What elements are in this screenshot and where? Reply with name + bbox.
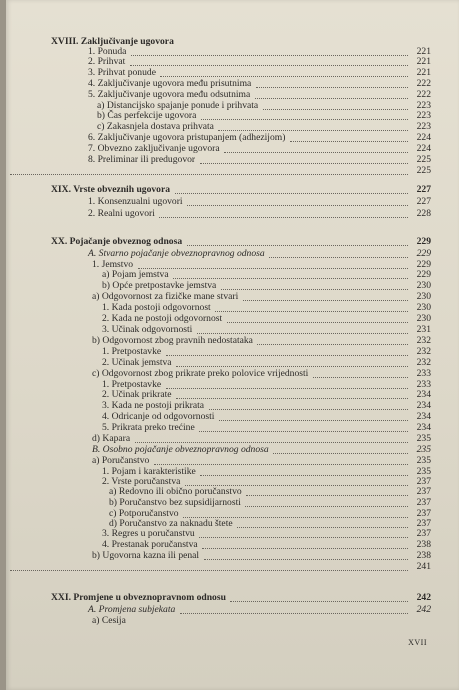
dot-leader xyxy=(218,130,408,131)
toc-entry-page: 223 xyxy=(416,100,431,111)
toc-entry-page: 224 xyxy=(416,132,431,143)
dot-leader xyxy=(176,366,408,367)
toc-entry-page: 241 xyxy=(416,561,431,572)
toc-entry-page: 238 xyxy=(416,550,431,561)
toc-entry-page: 238 xyxy=(416,539,431,550)
toc-entry-title: a) Redovno ili obično poručanstvo xyxy=(109,486,242,497)
dot-leader xyxy=(130,65,408,66)
toc-entry-page: 235 xyxy=(416,455,431,466)
dot-leader xyxy=(199,431,408,432)
dot-leader xyxy=(243,300,408,301)
dot-leader xyxy=(204,559,408,560)
toc-entry-title: 1. Pojam i karakteristike xyxy=(102,466,196,477)
toc-entry-title: b) Odgovornost zbog pravnih nedostataka xyxy=(92,335,253,346)
dot-leader xyxy=(219,420,408,421)
dot-leader xyxy=(176,398,408,399)
dot-leader xyxy=(159,217,408,218)
dot-leader xyxy=(224,152,408,153)
toc-entry-title: d) Kapara xyxy=(92,433,131,444)
toc-entry-page: 242 xyxy=(416,604,431,615)
toc-entry-page: 234 xyxy=(416,411,431,422)
toc-entry-title: 1. Ponuda xyxy=(88,46,127,57)
dot-leader xyxy=(230,601,408,602)
toc-entry-page: 237 xyxy=(416,508,431,519)
toc-entry-title: XVIII. Zaključivanje ugovora xyxy=(51,36,174,47)
toc-entry-title: 3. Regres u poručanstvu xyxy=(102,528,195,539)
toc-entry-page: 229 xyxy=(416,259,431,270)
toc-entry-title: 2. Učinak prikrate xyxy=(102,389,172,400)
dot-leader xyxy=(255,98,408,99)
dot-leader xyxy=(227,322,408,323)
toc-entry-title: 4. Zaključivanje ugovora među prisutnima xyxy=(88,78,252,89)
toc-entry-page: 229 xyxy=(416,236,431,247)
toc-entry-title: a) Poručanstvo xyxy=(92,455,150,466)
dot-leader xyxy=(273,453,408,454)
toc-entry-title: 1. Pretpostavke xyxy=(102,346,162,357)
dot-leader xyxy=(160,76,408,77)
dot-leader xyxy=(209,409,408,410)
dot-leader xyxy=(10,174,408,175)
toc-entry xyxy=(6,208,459,220)
toc-entry-title: 2. Realni ugovori xyxy=(88,208,155,219)
toc-entry-title: 2. Učinak jemstva xyxy=(102,357,172,368)
toc-entry-page: 230 xyxy=(416,313,431,324)
toc-entry-page: 229 xyxy=(416,248,431,259)
toc-entry-title: XXI. Promjene u obveznopravnom odnosu xyxy=(51,592,226,603)
toc-entry-page: 228 xyxy=(416,208,431,219)
toc-entry-page: 227 xyxy=(416,184,431,195)
dot-leader xyxy=(173,278,408,279)
toc-entry-title: 2. Vrste poručanstva xyxy=(102,476,181,487)
toc-entry xyxy=(6,196,459,208)
dot-leader xyxy=(245,506,408,507)
dot-leader xyxy=(221,289,408,290)
toc-entry xyxy=(6,561,459,573)
toc-entry-title: d) Poručanstvo za naknadu štete xyxy=(109,518,233,529)
dot-leader xyxy=(187,205,408,206)
toc-entry-page: 233 xyxy=(416,379,431,390)
toc-entry-page: 230 xyxy=(416,291,431,302)
toc-entry-title: 3. Učinak odgovornosti xyxy=(102,324,193,335)
toc-entry-page: 223 xyxy=(416,121,431,132)
toc-entry xyxy=(6,592,459,604)
toc-entry-title: c) Potporučanstvo xyxy=(109,508,179,519)
toc-entry-title: 3. Prihvat ponude xyxy=(88,67,156,78)
toc-entry-title: a) Distancijsko spajanje ponude i prihvata xyxy=(97,100,259,111)
toc-entry-title: A. Stvarno pojačanje obveznopravnog odnosa xyxy=(88,248,265,259)
toc-entry-title: 4. Odricanje od odgovornosti xyxy=(102,411,215,422)
toc-entry-page: 221 xyxy=(416,56,431,67)
toc-entry-page: 223 xyxy=(416,110,431,121)
toc-entry-page: 234 xyxy=(416,400,431,411)
toc-entry-page: 234 xyxy=(416,389,431,400)
toc-entry-page: 229 xyxy=(416,269,431,280)
toc-entry-title: a) Pojam jemstva xyxy=(102,269,169,280)
toc-entry-page: 224 xyxy=(416,143,431,154)
dot-leader xyxy=(256,87,408,88)
dot-leader xyxy=(290,141,408,142)
toc-entry-page: 235 xyxy=(416,433,431,444)
toc-entry-title: 2. Kada ne postoji odgovornost xyxy=(102,313,223,324)
dot-leader xyxy=(197,333,408,334)
toc-entry-page: 232 xyxy=(416,357,431,368)
toc-entry-page: 231 xyxy=(416,324,431,335)
toc-entry-title: 2. Prihvat xyxy=(88,56,126,67)
toc-entry-page: 221 xyxy=(416,46,431,57)
toc-entry-title: 3. Kada ne postoji prikrata xyxy=(102,400,205,411)
dot-leader xyxy=(166,355,408,356)
dot-leader xyxy=(269,257,408,258)
toc-entry xyxy=(6,615,459,627)
toc-entry-title: 1. Konsenzualni ugovori xyxy=(88,196,183,207)
toc-entry-title: c) Zakasnjela dostava prihvata xyxy=(97,121,214,132)
dot-leader xyxy=(313,377,408,378)
dot-leader xyxy=(10,570,408,571)
book-page xyxy=(6,0,459,690)
toc-entry-page: 225 xyxy=(416,154,431,165)
toc-entry-page: 237 xyxy=(416,518,431,529)
toc-entry-page: 237 xyxy=(416,497,431,508)
toc-entry xyxy=(6,184,459,196)
dot-leader xyxy=(201,119,408,120)
toc-entry-page: 242 xyxy=(416,592,431,603)
toc-entry-title: A. Promjena subjekata xyxy=(88,604,176,615)
toc-entry-page: 221 xyxy=(416,67,431,78)
toc-entry-page: 232 xyxy=(416,335,431,346)
toc-entry-title: XX. Pojačanje obveznog odnosa xyxy=(51,236,183,247)
toc-entry-page: 235 xyxy=(416,466,431,477)
toc-entry-title: 7. Obvezno zaključivanje ugovora xyxy=(88,143,220,154)
toc-entry-page: 227 xyxy=(416,196,431,207)
toc-entry-title: XIX. Vrste obveznih ugovora xyxy=(51,184,171,195)
toc-entry-page: 237 xyxy=(416,476,431,487)
toc-entry-title: 1. Kada postoji odgovornost xyxy=(102,302,211,313)
toc-entry-page: 230 xyxy=(416,302,431,313)
dot-leader xyxy=(200,163,408,164)
toc-entry-title: a) Cesija xyxy=(92,615,126,626)
toc-entry-title: 1. Jemstvo xyxy=(92,259,134,270)
page-folio: XVII xyxy=(408,638,427,647)
dot-leader xyxy=(199,537,408,538)
toc-entry-title: b) Poručanstvo bez supsidijarnosti xyxy=(109,497,241,508)
toc-entry-title: 5. Zaključivanje ugovora među odsutnima xyxy=(88,89,251,100)
toc-entry-title: b) Čas perfekcije ugovora xyxy=(97,110,197,121)
dot-leader xyxy=(175,193,408,194)
dot-leader xyxy=(180,613,408,614)
toc-entry-page: 230 xyxy=(416,280,431,291)
toc-entry-page: 222 xyxy=(416,89,431,100)
toc-entry-title: b) Opće pretpostavke jemstva xyxy=(102,280,217,291)
toc-entry xyxy=(6,236,459,248)
dot-leader xyxy=(135,442,408,443)
toc-entry xyxy=(6,165,459,177)
toc-entry-title: b) Ugovorna kazna ili penal xyxy=(92,550,200,561)
dot-leader xyxy=(154,464,408,465)
toc-entry-page: 235 xyxy=(416,444,431,455)
toc-entry-page: 234 xyxy=(416,422,431,433)
toc-entry-page: 232 xyxy=(416,346,431,357)
toc-entry-title: 8. Preliminar ili predugovor xyxy=(88,154,196,165)
dot-leader xyxy=(246,495,408,496)
toc-entry-page: 233 xyxy=(416,368,431,379)
toc-entry-title: a) Odgovornost za fizičke mane stvari xyxy=(92,291,239,302)
toc-entry-page: 237 xyxy=(416,528,431,539)
toc-entry-title: c) Odgovornost zbog prikrate preko polovice vrijednosti xyxy=(92,368,309,379)
toc-entry-title: 5. Prikrata preko trećine xyxy=(102,422,195,433)
toc-entry-page: 222 xyxy=(416,78,431,89)
dot-leader xyxy=(187,245,408,246)
toc-entry-page: 225 xyxy=(416,165,431,176)
toc-entry-title: 6. Zaključivanje ugovora pristupanjem (adhezijom) xyxy=(88,132,286,143)
toc-entry-page: 237 xyxy=(416,486,431,497)
toc-entry-title: 1. Pretpostavke xyxy=(102,379,162,390)
toc-entry-title: 4. Prestanak poručanstva xyxy=(102,539,198,550)
dot-leader xyxy=(215,311,408,312)
dot-leader xyxy=(202,548,408,549)
toc-entry-title: B. Osobno pojačanje obveznopravnog odnosa xyxy=(92,444,269,455)
dot-leader xyxy=(257,344,408,345)
